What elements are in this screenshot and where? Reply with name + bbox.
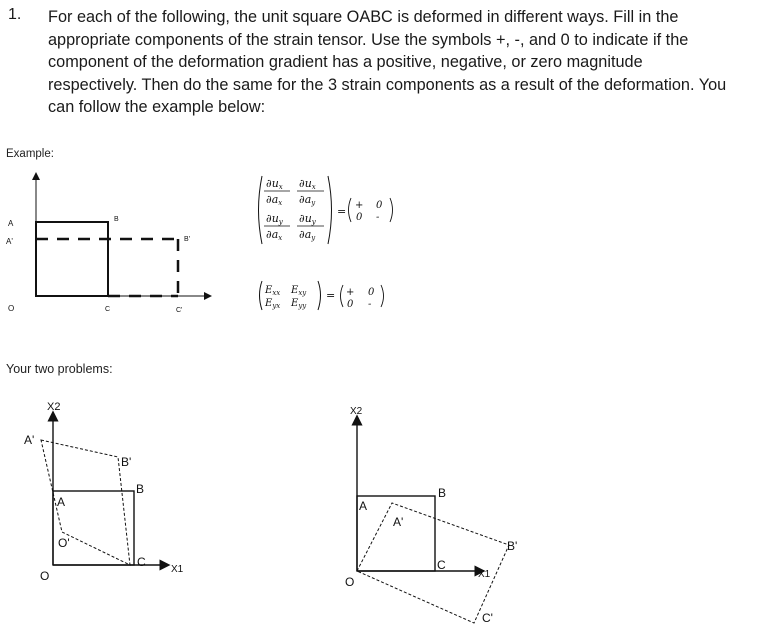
point-label-o: O <box>345 575 355 589</box>
point-label-b: B <box>438 486 447 500</box>
original-square <box>36 222 108 296</box>
point-label-c: C <box>437 558 446 572</box>
example-heading: Example: <box>6 148 54 160</box>
point-label-a-prime: A' <box>24 433 35 447</box>
question-line: respectively. Then do the same for the 3 strain components as a result of the deformation. You <box>48 75 727 94</box>
gradient-entry: ∂ax <box>266 193 283 207</box>
axis-label-x1: X1 <box>478 569 491 580</box>
gradient-entry: ∂ax <box>266 228 283 242</box>
strain-entry: $E_{xx}$ <box>265 285 281 297</box>
result-entry: 0 <box>368 287 375 298</box>
point-label-o: O <box>40 569 50 583</box>
point-label-o-prime: O' <box>58 536 70 550</box>
gradient-entry: ∂uy <box>299 212 316 226</box>
question-number: 1. <box>8 6 22 23</box>
result-entry: - <box>376 212 380 223</box>
gradient-entry: ∂ay <box>299 193 316 207</box>
point-label-b-prime: B' <box>121 455 132 469</box>
point-label-b-prime: B' <box>507 539 518 553</box>
result-entry: - <box>368 299 372 310</box>
result-entry: 0 <box>347 299 354 310</box>
point-label-c-prime: C' <box>176 307 183 314</box>
point-label-c: C <box>137 555 146 569</box>
equals-sign: = <box>326 289 336 302</box>
right-paren <box>328 176 332 244</box>
strain-entry: $E_{xy}$ <box>291 285 307 297</box>
problems-heading: Your two problems: <box>6 362 113 376</box>
strain-entry: $E_{yy}$ <box>291 298 307 310</box>
deformed-shape <box>41 440 130 565</box>
equals-sign: = <box>337 205 347 218</box>
left-paren <box>259 176 263 244</box>
result-left-paren <box>341 285 344 307</box>
original-square <box>357 496 435 571</box>
point-label-b: B <box>136 482 145 496</box>
question-line: component of the deformation gradient has a positive, negative, or zero magnitude <box>48 53 643 72</box>
point-label-a: A <box>359 499 368 513</box>
deformed-shape <box>357 503 509 623</box>
gradient-entry: ∂uy <box>266 212 283 226</box>
result-right-paren <box>381 285 384 307</box>
point-label-a: A <box>57 495 66 509</box>
question-line: For each of the following, the unit square OABC is deformed in different ways. Fill in the <box>48 8 679 26</box>
strain-entry: $E_{yx}$ <box>265 298 281 310</box>
question-line: appropriate components of the strain tensor. Use the symbols +, -, and 0 to indicate if the <box>48 30 689 49</box>
axis-label-x2: X2 <box>350 406 363 417</box>
gradient-entry: ∂ux <box>266 177 283 191</box>
point-label-o: O <box>8 304 15 313</box>
point-label-a-prime: A' <box>6 237 13 246</box>
gradient-matrix <box>259 176 393 244</box>
problem-2-diagram <box>345 406 517 625</box>
point-label-b: B <box>114 216 119 223</box>
result-right-paren <box>390 198 393 222</box>
result-entry: 0 <box>376 200 383 211</box>
original-square <box>53 491 134 565</box>
result-entry: + <box>346 287 355 298</box>
point-label-a-prime: A' <box>393 515 404 529</box>
result-entry: 0 <box>356 212 363 223</box>
question-line: can follow the example below: <box>48 98 266 117</box>
result-left-paren <box>349 198 352 222</box>
right-paren <box>318 281 321 310</box>
gradient-entry: ∂ux <box>299 177 316 191</box>
example-diagram <box>6 176 208 314</box>
point-label-c-prime: C' <box>482 611 493 625</box>
axis-label-x1: X1 <box>171 564 184 575</box>
point-label-b-prime: B' <box>184 236 191 243</box>
strain-matrix <box>260 281 384 310</box>
result-entry: + <box>355 200 364 211</box>
point-label-a: A <box>8 219 14 228</box>
axis-label-x2: X2 <box>47 401 61 413</box>
gradient-entry: ∂ay <box>299 228 316 242</box>
point-label-c: C <box>105 306 111 313</box>
problem-1-diagram <box>24 401 184 583</box>
left-paren <box>260 281 263 310</box>
